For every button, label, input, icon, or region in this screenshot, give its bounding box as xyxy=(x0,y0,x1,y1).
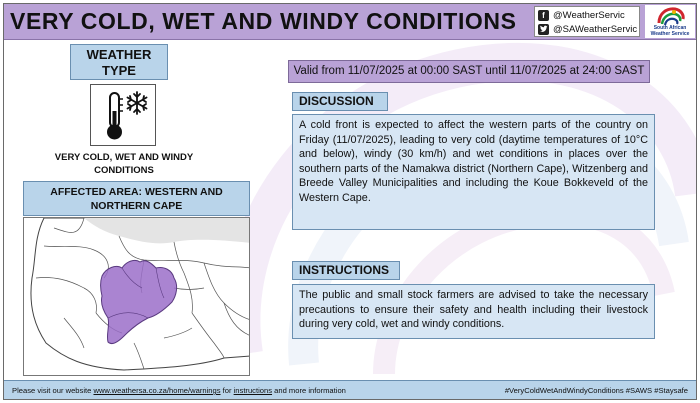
warning-card xyxy=(3,3,697,400)
saws-logo-icon xyxy=(645,5,695,27)
facebook-row[interactable] xyxy=(538,8,625,22)
footer-suffix: and more information xyxy=(272,386,346,395)
footer-hashtags: #VeryColdWetAndWindyConditions #SAWS #Staysafe xyxy=(504,386,688,395)
social-handles xyxy=(534,6,640,37)
weather-type-caption: VERY COLD, WET AND WINDY CONDITIONS xyxy=(54,152,194,176)
header-bar xyxy=(4,4,696,40)
discussion-heading: DISCUSSION xyxy=(292,92,388,111)
affected-area-heading: AFFECTED AREA: WESTERN AND NORTHERN CAPE xyxy=(23,181,250,216)
weather-type-heading: WEATHER TYPE xyxy=(70,44,168,80)
footer-middle: for xyxy=(220,386,234,395)
discussion-text: A cold front is expected to affect the western parts of the country on Friday (11/07/2025), leading to very cold (daytime temperatures of 10°C and below), windy (30 km/h) and wet conditions in places over the southern parts of the Namakwa district (Northern Cape), Witzenberg and Breede Valley Municipalities and including the Koue Bokkeveld of the Western Cape. xyxy=(292,114,655,230)
twitter-row[interactable] xyxy=(538,22,637,36)
footer-prefix: Please visit our website xyxy=(12,386,94,395)
website-link[interactable]: www.weathersa.co.za/home/warnings xyxy=(93,386,221,395)
saws-logo-text: South African Weather Service xyxy=(650,25,690,37)
western-cape-district-map xyxy=(23,217,250,376)
thermometer-snowflake-icon xyxy=(90,84,156,146)
instructions-link[interactable]: instructions xyxy=(233,386,273,395)
twitter-handle: @SAWeatherServic xyxy=(553,23,638,35)
footer-website-note xyxy=(12,381,346,400)
footer-bar xyxy=(4,380,696,399)
facebook-icon: f xyxy=(538,10,549,21)
valid-period: Valid from 11/07/2025 at 00:00 SAST until 11/07/2025 at 24:00 SAST xyxy=(288,60,650,83)
twitter-icon xyxy=(538,24,549,35)
instructions-heading: INSTRUCTIONS xyxy=(292,261,400,280)
page-title: VERY COLD, WET AND WINDY CONDITIONS xyxy=(10,8,517,34)
instructions-text: The public and small stock farmers are advised to take the necessary precautions to ensure their safety and health including their livestock during very cold, wet and windy conditions. xyxy=(292,284,655,339)
saws-logo xyxy=(645,5,695,38)
facebook-handle: @WeatherServic xyxy=(553,9,625,21)
